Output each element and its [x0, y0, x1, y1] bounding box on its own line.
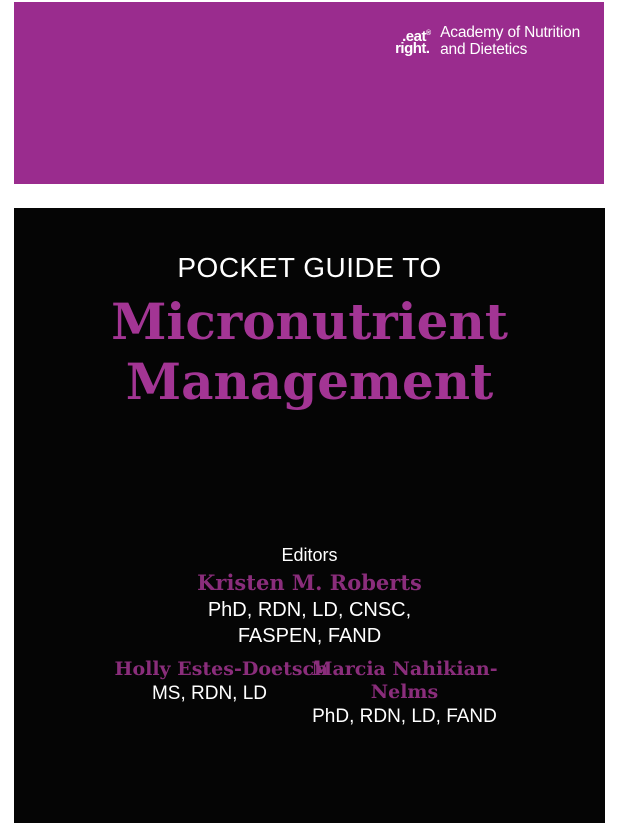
publisher-name-line1: Academy of Nutrition: [440, 24, 580, 41]
eatright-logo: [395, 24, 580, 58]
publisher-name-line2: and Dietetics: [440, 41, 528, 58]
editor-name-line1: Marcia Nahikian-: [311, 658, 498, 680]
secondary-editor-right: [305, 658, 505, 729]
editor-name-line2: Nelms: [370, 681, 439, 703]
book-title-line2: Management: [125, 352, 494, 411]
primary-editor: [14, 570, 605, 649]
editor-credentials: [14, 597, 605, 649]
series-kicker: POCKET GUIDE TO: [177, 252, 442, 283]
eatright-logo-mark: [395, 24, 431, 55]
logo-dot: .: [402, 28, 406, 45]
editor-name: [305, 658, 505, 704]
editor-credentials-line1: PhD, RDN, LD, CNSC,: [207, 599, 412, 621]
book-title: [14, 292, 605, 412]
book-title-line1: Micronutrient: [111, 292, 508, 351]
secondary-editor-left: [114, 658, 328, 706]
eatright-logo-right-line: right.: [395, 40, 430, 57]
editor-credentials: PhD, RDN, LD, FAND: [312, 706, 497, 727]
editor-credentials: MS, RDN, LD: [151, 683, 268, 704]
editors-heading: Editors: [281, 545, 338, 565]
editor-name: Kristen M. Roberts: [197, 570, 422, 595]
logo-eat-text: eat: [405, 28, 426, 45]
cover-panel: [14, 208, 605, 823]
secondary-editors-row: [14, 658, 605, 729]
editor-credentials-line2: FASPEN, FAND: [237, 625, 382, 647]
publisher-banner: [14, 2, 604, 184]
publisher-name: [440, 24, 580, 58]
editor-name: Holly Estes-Doetsch: [114, 658, 328, 680]
registered-trademark-icon: ®: [425, 30, 432, 37]
